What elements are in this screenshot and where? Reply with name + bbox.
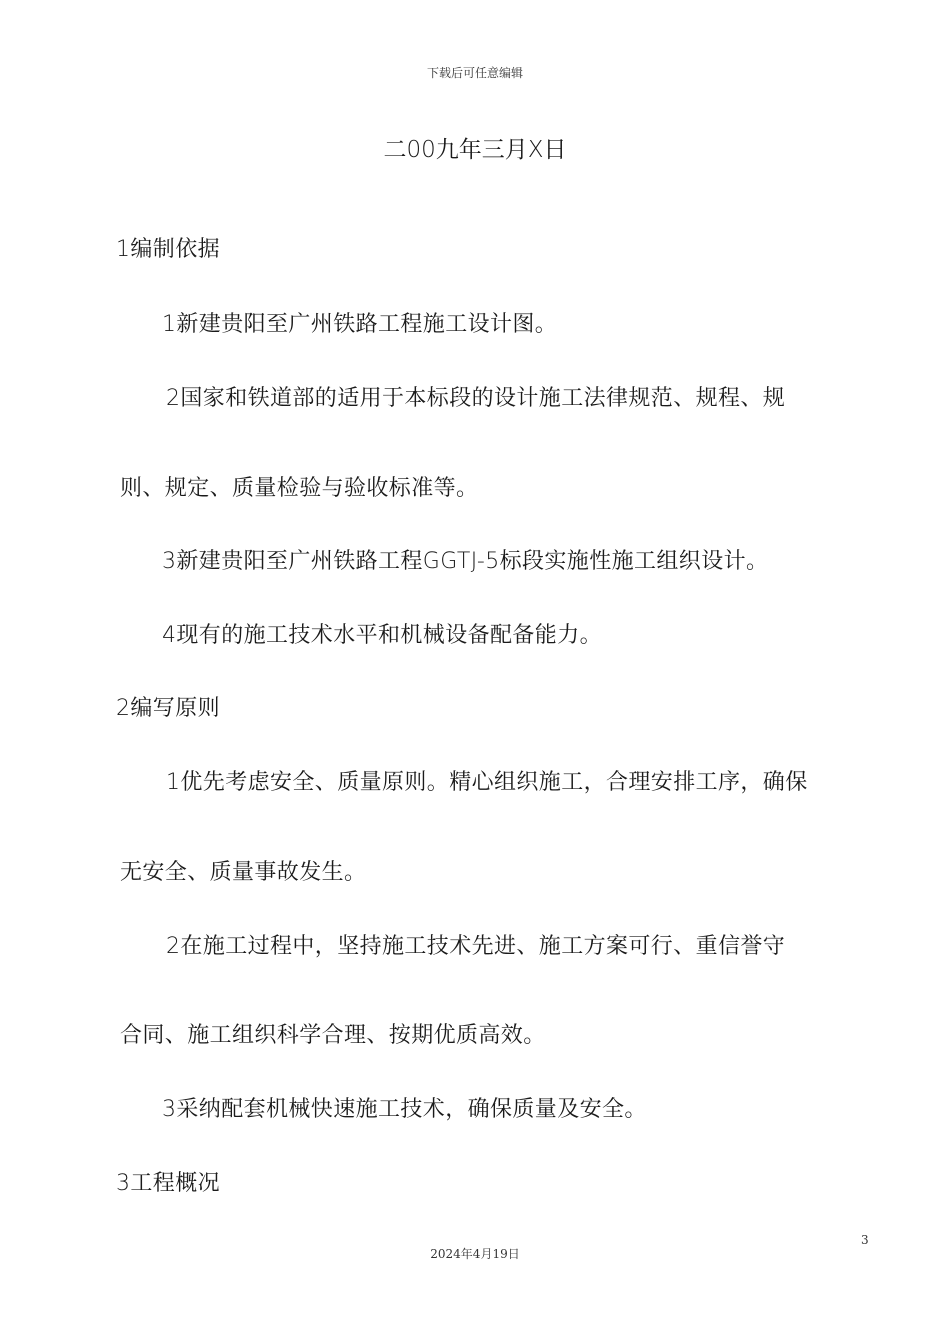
- basis-item-1: 1新建贵阳至广州铁路工程施工设计图。: [162, 312, 558, 337]
- section-heading-writing-principles: 2编写原则: [116, 696, 220, 721]
- principle-item-1-line-2: 无安全、质量事故发生。: [120, 860, 367, 885]
- basis-item-4: 4现有的施工技术水平和机械设备配备能力。: [162, 623, 602, 648]
- principle-item-2-line-2: 合同、施工组织科学合理、按期优质高效。: [120, 1023, 546, 1048]
- principle-item-1-line-1: 1优先考虑安全、质量原则。精心组织施工，合理安排工序，确保: [166, 770, 808, 795]
- page-header-note: 下载后可任意编辑: [426, 66, 523, 80]
- basis-item-3: 3新建贵阳至广州铁路工程GGTJ-5标段实施性施工组织设计。: [162, 549, 769, 574]
- section-heading-compilation-basis: 1编制依据: [116, 237, 220, 262]
- page-number: 3: [861, 1233, 869, 1247]
- basis-item-2-line-1: 2国家和铁道部的适用于本标段的设计施工法律规范、规程、规: [166, 386, 786, 411]
- basis-item-2-line-2: 则、规定、质量检验与验收标准等。: [120, 476, 479, 501]
- principle-item-3: 3采纳配套机械快速施工技术，确保质量及安全。: [162, 1097, 647, 1122]
- principle-item-2-line-1: 2在施工过程中，坚持施工技术先进、施工方案可行、重信誉守: [166, 934, 786, 959]
- document-date: 二00九年三月X日: [383, 137, 567, 163]
- section-heading-project-overview: 3工程概况: [116, 1171, 220, 1196]
- footer-date: 2024年4月19日: [430, 1247, 520, 1261]
